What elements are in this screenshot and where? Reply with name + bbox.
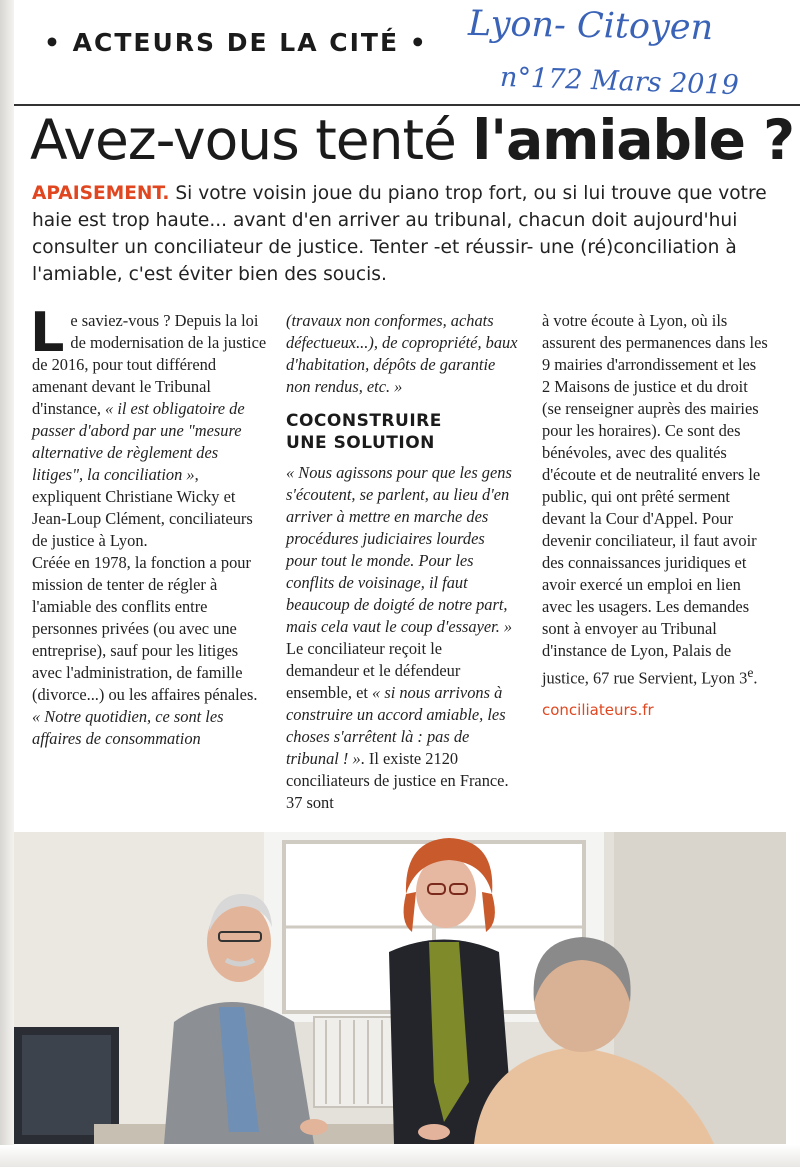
paragraph (542, 310, 768, 689)
lead-text: Si votre voisin joue du piano trop fort, ou si lui trouve que votre haie est trop haute... avant d'en arriver au tribunal, chacun doit aujourd'hui consulter un conciliateur de justice. Tenter -et réussir- une (ré)conciliation à l'amiable, c'est éviter bien des soucis. (32, 183, 767, 285)
lead-paragraph (32, 180, 780, 288)
conciliateurs-link[interactable]: conciliateurs.fr (542, 701, 654, 720)
section-label: • ACTEURS DE LA CITÉ • (44, 28, 428, 57)
photo-of-conciliators-icon (14, 832, 786, 1144)
page-bottom-edge (0, 1145, 800, 1167)
article-column-2 (286, 310, 518, 814)
text-run: . Il existe 2120 conciliateurs de justice en France. 37 sont (286, 749, 509, 812)
superscript: e (747, 665, 754, 680)
quote: « si nous arrivons à construire un accord amiable, les choses s'arrêtent là : pas de tribunal ! » (286, 683, 506, 768)
headline-bold: l'amiable ? (472, 108, 795, 172)
article-photo (14, 832, 786, 1144)
article-column-1 (30, 301, 268, 750)
paragraph: Créée en 1978, la fonction a pour mission de tenter de régler à l'amiable des conflits entre personnes privées (ou avec une entreprise), sauf pour les litiges avec l'administration, de famille (divorce...) ou les affaires pénales. (32, 553, 258, 704)
quote: (travaux non conformes, achats défectueux...), de copropriété, baux d'habitation, dépôts de garantie non rendus, etc. » (286, 311, 518, 396)
quote: « Notre quotidien, ce sont les affaires de consommation (32, 707, 224, 748)
page-edge (0, 0, 14, 1167)
quote: « il est obligatoire de passer d'abord par une "mesure alternative de règlement des litiges", la conciliation » (32, 399, 245, 484)
handwritten-note-line2: n°172 Mars 2019 (499, 61, 740, 102)
subheading-line: UNE SOLUTION (286, 433, 435, 453)
subheading-line: COCONSTRUIRE (286, 411, 442, 431)
headline-light: Avez-vous tenté (30, 108, 473, 172)
text-run: . (753, 668, 758, 688)
headline (30, 108, 794, 172)
subheading (286, 410, 518, 454)
paragraph (286, 462, 518, 814)
text-run: e saviez-vous ? Depuis la loi de modernisation de la justice de 2016, pour tout différend amenant devant le Tribunal d'instance, (32, 311, 267, 418)
lead-kicker: APAISEMENT. (32, 183, 170, 204)
drop-cap: L (30, 301, 65, 364)
paragraph (32, 706, 268, 750)
handwritten-note-line1: Lyon- Citoyen (467, 3, 714, 49)
text-run: , expliquent Christiane Wicky et Jean-Loup Clément, conciliateurs de justice à Lyon. (32, 465, 253, 550)
text-run: Le conciliateur reçoit le demandeur et le défendeur ensemble, et (286, 639, 461, 702)
paragraph (30, 301, 268, 552)
paragraph (286, 310, 518, 398)
article-column-3 (542, 310, 768, 721)
header-rule (14, 104, 800, 106)
text-run: à votre écoute à Lyon, où ils assurent des permanences dans les 9 mairies d'arrondissement et les 2 Maisons de justice et du droit (se renseigner auprès des mairies pour les horaires). Ce sont des bénévoles, avec des qualités d'écoute et de neutralité envers le public, qui ont prêté serment devant la Cour d'Appel. Pour devenir conciliateur, il faut avoir des connaissances juridiques et avoir exercé un emploi en lien avec les usagers. Les demandes sont à envoyer au Tribunal d'instance de Lyon, Palais de justice, 67 rue Servient, Lyon 3 (542, 311, 768, 688)
quote: « Nous agissons pour que les gens s'écoutent, se parlent, au lieu d'en arriver à mettre en marche des procédures judiciaires lourdes pour tout le monde. Pour les conflits de voisinage, il faut beaucoup de doigté de notre part, mais cela vaut le coup d'essayer. » (286, 463, 513, 636)
